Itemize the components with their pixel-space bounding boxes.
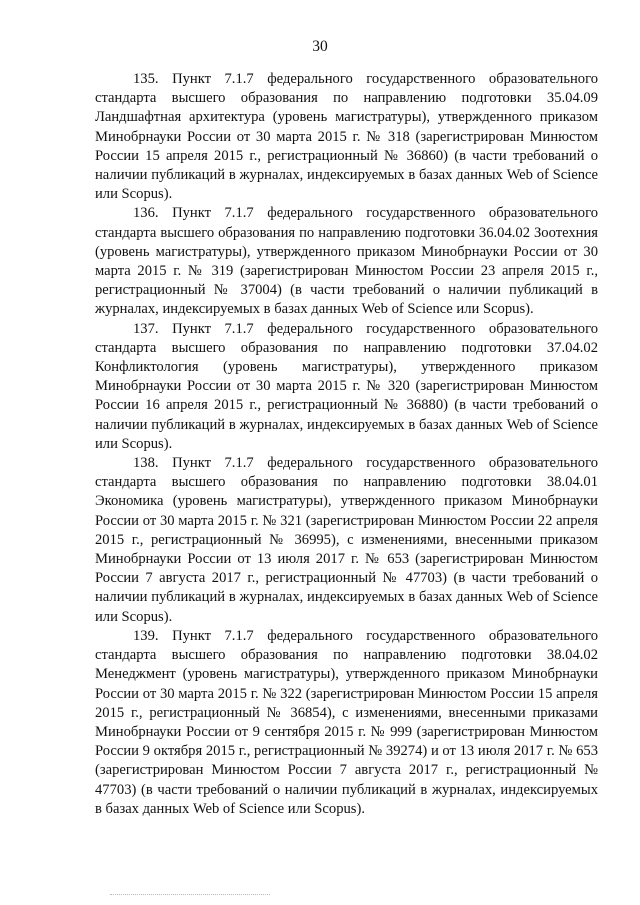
scan-artifact-divider bbox=[110, 894, 270, 895]
paragraph-139: 139. Пункт 7.1.7 федерального государственного образовательного стандарта высшего образования по направлению подготовки 38.04.02 Менеджмент (уровень магистратуры), утвержденного приказом Минобрнауки России от 30 марта 2015 г. № 322 (зарегистрирован Минюстом России 15 апреля 2015 г., регистрационный № 36854), с изменениями, внесенными приказами Минобрнауки России от 9 сентября 2015 г. № 999 (зарегистрирован Минюстом России 9 октября 2015 г., регистрационный № 39274) и от 13 июля 2017 г. № 653 (зарегистрирован Минюстом России 7 августа 2017 г., регистрационный № 47703) (в части требований о наличии публикаций в журналах, индексируемых в базах данных Web of Science или Scopus). bbox=[95, 627, 598, 817]
paragraph-136: 136. Пункт 7.1.7 федерального государственного образовательного стандарта высшего образования по направлению подготовки 36.04.02 Зоотехния (уровень магистратуры), утвержденного приказом Минобрнауки России от 30 марта 2015 г. № 319 (зарегистрирован Минюстом России 23 апреля 2015 г., регистрационный № 37004) (в части требований о наличии публикаций в журналах, индексируемых в базах данных Web of Science или Scopus). bbox=[95, 205, 598, 318]
paragraph-135: 135. Пункт 7.1.7 федерального государственного образовательного стандарта высшего образования по направлению подготовки 35.04.09 Ландшафтная архитектура (уровень магистратуры), утвержденного приказом Минобрнауки России от 30 марта 2015 г. № 318 (зарегистрирован Минюстом России 15 апреля 2015 г., регистрационный № 36860) (в части требований о наличии публикаций в журналах, индексируемых в базах данных Web of Science или Scopus). bbox=[95, 71, 598, 203]
paragraph-137: 137. Пункт 7.1.7 федерального государственного образовательного стандарта высшего образования по направлению подготовки 37.04.02 Конфликтология (уровень магистратуры), утвержденного приказом Минобрнауки России от 30 марта 2015 г. № 320 (зарегистрирован Минюстом России 16 апреля 2015 г., регистрационный № 36880) (в части требований о наличии публикаций в журналах, индексируемых в базах данных Web of Science или Scopus). bbox=[95, 320, 598, 452]
document-body bbox=[95, 70, 598, 819]
paragraph-138: 138. Пункт 7.1.7 федерального государственного образовательного стандарта высшего образования по направлению подготовки 38.04.01 Экономика (уровень магистратуры), утвержденного приказом Минобрнауки России от 30 марта 2015 г. № 321 (зарегистрирован Минюстом России 22 апреля 2015 г., регистрационный № 36995), с изменениями, внесенными приказом Минобрнауки России от 13 июля 2017 г. № 653 (зарегистрирован Минюстом России 7 августа 2017 г., регистрационный № 47703) (в части требований о наличии публикаций в журналах, индексируемых в базах данных Web of Science или Scopus). bbox=[95, 455, 598, 625]
page-number: 30 bbox=[312, 38, 328, 55]
